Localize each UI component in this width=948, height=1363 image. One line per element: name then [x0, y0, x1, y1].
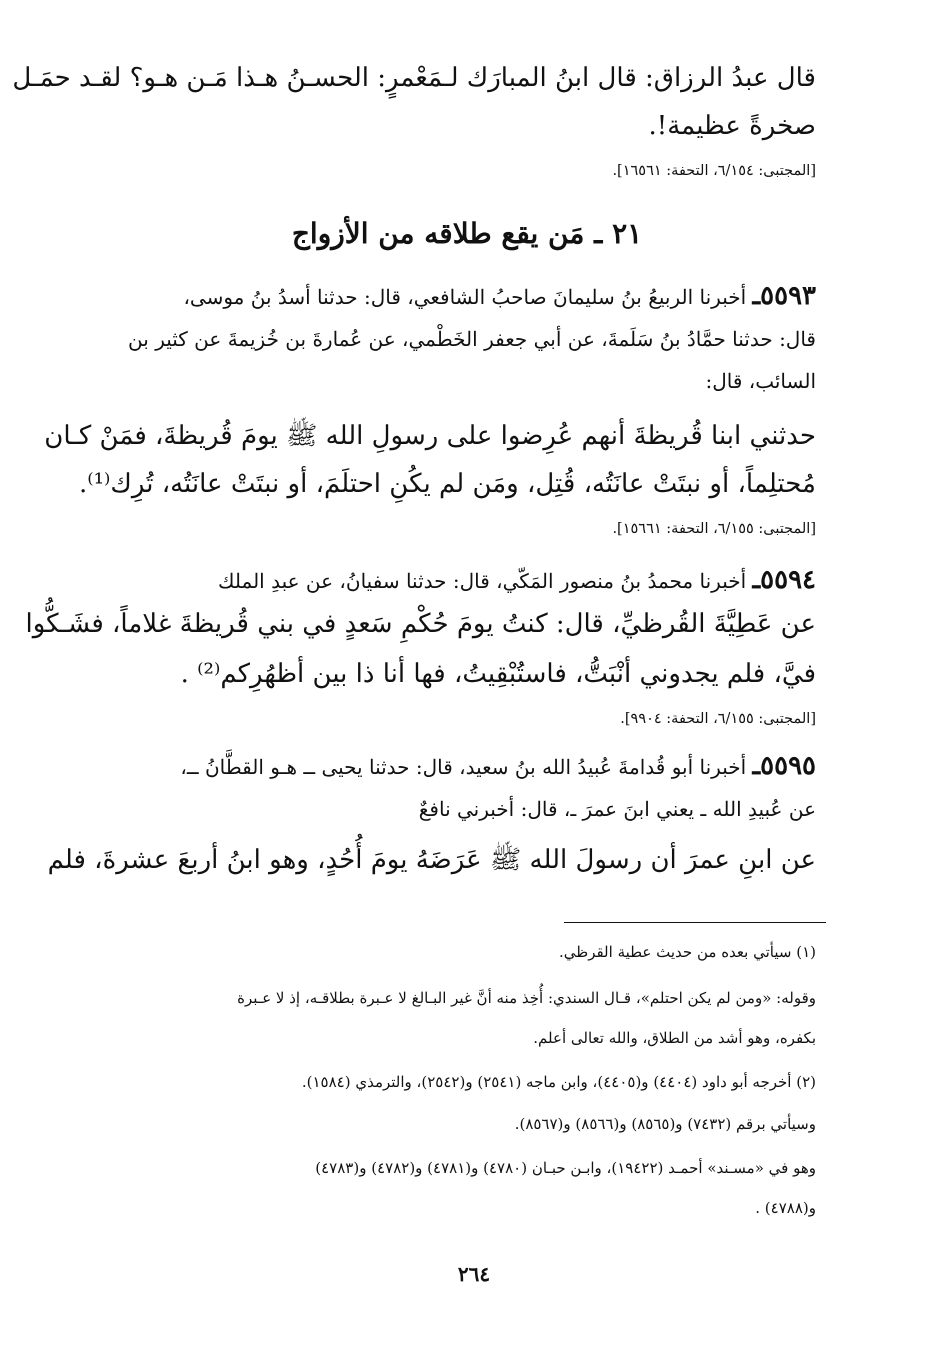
hadith-5593-isnad-line-2: قال: حدثنا حمَّادُ بنُ سَلَمةَ، عن أبي جعفر الخَطْمي، عن عُمارةَ بن خُزيمةَ عن كثير بن [128, 327, 816, 351]
reference-line: [المجتبى: ٦/١٥٤، التحفة: ١٦٥٦١]. [612, 163, 816, 179]
footnote-line: وسيأتي برقم (٧٤٣٢) و(٨٥٦٥) و(٨٥٦٦) و(٨٥٦٧). [514, 1115, 816, 1133]
hadith-number: ٥٥٩٥ـ [752, 751, 816, 781]
text-line: قال عبدُ الرزاق: قال ابنُ المبارَك لـمَعْمرٍ: الحسـنُ هـذا مَـن هـو؟ لقـد حمَـل [12, 63, 816, 93]
reference-line: [المجتبى: ٦/١٥٥، التحفة: ٩٩٠٤]. [620, 711, 816, 727]
reference-line: [المجتبى: ٦/١٥٥، التحفة: ١٥٦٦١]. [612, 521, 816, 537]
footnote-line: و(٤٧٨٨) . [755, 1199, 816, 1217]
hadith-5595-isnad-line-2: عن عُبيدِ الله ـ يعني ابنَ عمرَ ـ، قال: أخبرني نافعٌ [418, 797, 816, 821]
footnote-line: وهو في «مسـند» أحمـد (١٩٤٢٢)، وابـن حبـان (٤٧٨٠) و(٤٧٨١) و(٤٧٨٢) و(٤٧٨٣) [315, 1159, 816, 1177]
footnote-line: (١) سيأتي بعده من حديث عطية القرظي. [558, 943, 816, 961]
footnote-line: (٢) أخرجه أبو داود (٤٤٠٤) و(٤٤٠٥)، وابن ماجه (٢٥٤١) و(٢٥٤٢)، والترمذي (١٥٨٤). [301, 1073, 816, 1091]
hadith-5595-matn-line-1: عن ابنِ عمرَ أن رسولَ الله ﷺ عَرَضَهُ يومَ أُحُدٍ، وهو ابنُ أربعَ عشرةَ، فلم [47, 845, 816, 875]
page-number: ٢٦٤ [457, 1262, 491, 1286]
hadith-5594-isnad-line-1 [118, 562, 816, 598]
text-line: صخرةً عظيمة!. [648, 111, 816, 141]
isnad-text: أخبرنا أبو قُدامةَ عُبيدُ الله بنُ سعيد، قال: حدثنا يحيى ــ هـو القطَّانُ ــ، [180, 755, 753, 779]
hadith-5593-isnad-line-3: السائب، قال: [705, 369, 816, 393]
hadith-5593-matn-line-1: حدثني ابنا قُريظةَ أنهم عُرِضوا على رسولِ الله ﷺ يومَ قُريظةَ، فمَنْ كـان [44, 421, 816, 451]
isnad-text: أخبرنا محمدُ بنُ منصور المَكّي، قال: حدثنا سفيانُ، عن عبدِ الملك [218, 569, 753, 593]
chapter-heading: ٢١ ـ مَن يقع طلاقه من الأزواج [291, 217, 643, 250]
hadith-5593-isnad-line-1 [118, 278, 816, 314]
hadith-5595-isnad-line-1 [118, 748, 816, 784]
isnad-text: أخبرنا الربيعُ بنُ سليمانَ صاحبُ الشافعي، قال: حدثنا أسدُ بنُ موسى، [183, 285, 753, 309]
hadith-number: ٥٥٩٣ـ [752, 281, 816, 311]
hadith-5594-matn-line-2: فيَّ، فلم يجدوني أنْبَتُّ، فاستُبْقِيتُ، فها أنا ذا بين أظهُرِكم⁽²⁾ . [180, 659, 816, 689]
hadith-5594-matn-line-1: عن عَطِيَّةَ القُرظيِّ، قال: كنتُ يومَ حُكْمِ سَعدٍ في بني قُريظةَ غلاماً، فشَـكُّوا [25, 609, 816, 639]
footnote-separator [564, 922, 826, 923]
hadith-number: ٥٥٩٤ـ [752, 565, 816, 595]
footnote-line: وقوله: «ومن لم يكن احتلم»، قـال السندي: أُخِذ منه أنَّ غير البـالغ لا عـبرة بطلاقـه، إذ لا عـبرة [237, 989, 816, 1007]
footnote-line: بكفره، وهو أشد من الطلاق، والله تعالى أعلم. [533, 1029, 816, 1047]
hadith-5593-matn-line-2: مُحتلِماً، أو نبتَتْ عانَتُه، قُتِل، ومَن لم يكُنِ احتلَمَ، أو نبتَتْ عانَتُه، تُرِك⁽¹⁾. [78, 469, 816, 499]
